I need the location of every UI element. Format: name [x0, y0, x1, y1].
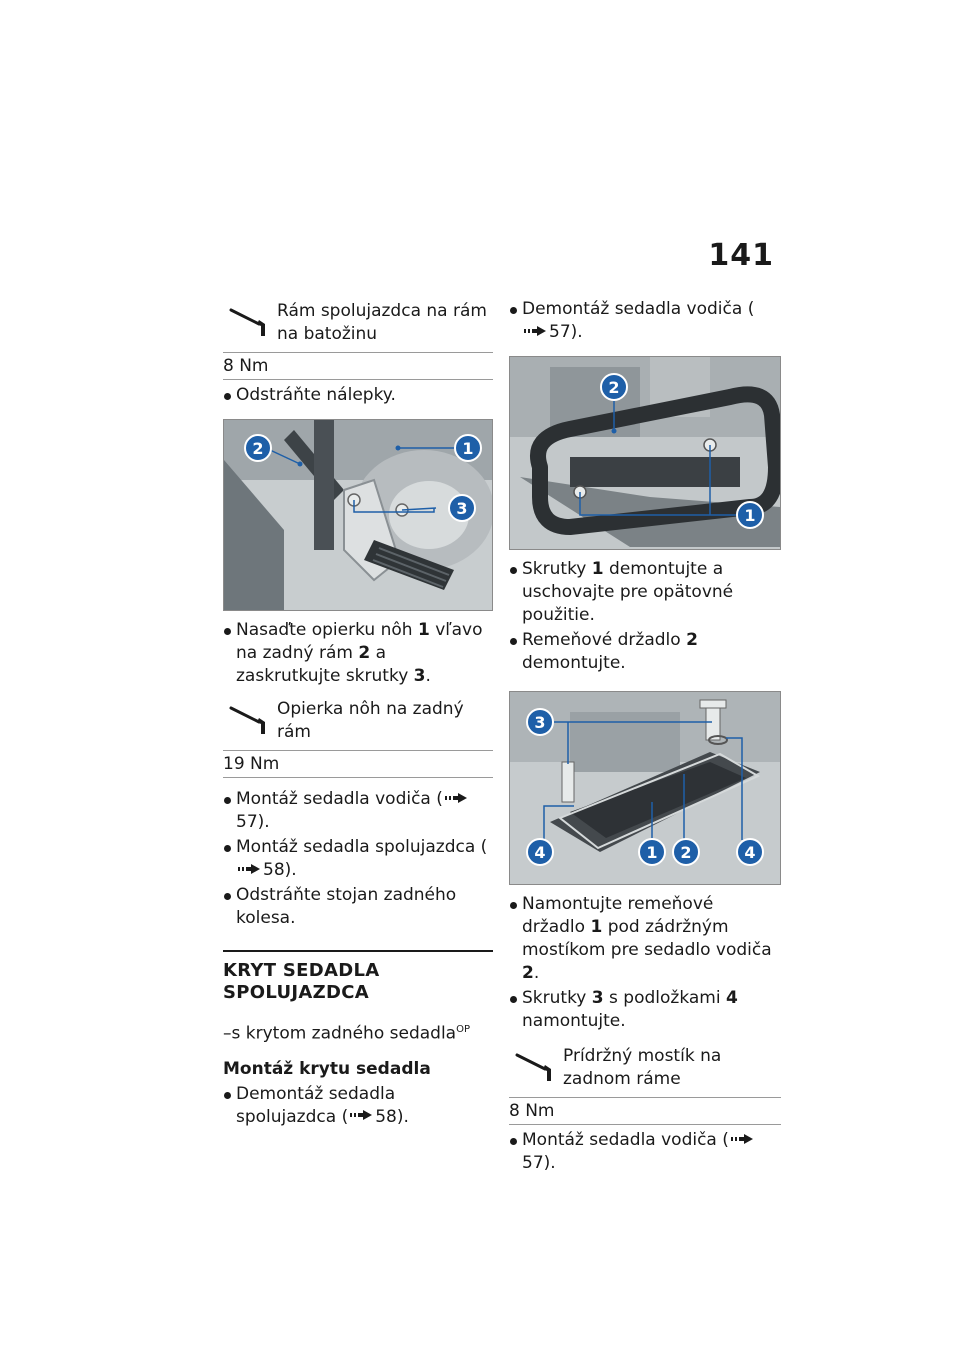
section-title: KRYT SEDADLA SPOLUJAZDCA — [223, 950, 493, 1004]
callout-2 — [673, 839, 699, 865]
torque-wrench-icon — [223, 698, 277, 738]
svg-text:2: 2 — [680, 843, 692, 862]
step-remove-wheel-stand: Odstráňte stojan zadného kolesa. — [223, 884, 493, 930]
figure-strap-handle — [509, 356, 781, 550]
page-reference-arrow-icon — [524, 326, 546, 336]
callout-1 — [455, 435, 481, 461]
callout-3 — [527, 709, 553, 735]
svg-text:2: 2 — [608, 378, 620, 397]
svg-text:1: 1 — [646, 843, 658, 862]
torque-spec-2 — [223, 694, 493, 778]
torque-title: Prídržný mostík na zadnom ráme — [563, 1046, 722, 1089]
callout-4-right — [737, 839, 763, 865]
callout-1 — [639, 839, 665, 865]
callout-2 — [601, 374, 627, 400]
torque-value: 19 Nm — [223, 750, 493, 777]
option-marker: OP — [456, 1024, 470, 1035]
callout-1 — [737, 502, 763, 528]
step-dismount-passenger-seat: Demontáž sedadla spolujazdca ( 58). — [223, 1083, 493, 1129]
step-mount-rider-seat: Montáž sedadla vodiča (57). — [223, 788, 493, 834]
torque-wrench-icon — [509, 1045, 563, 1085]
torque-spec-3 — [509, 1041, 781, 1125]
callout-3 — [449, 495, 475, 521]
subsection-heading: Montáž krytu sedadla — [223, 1058, 431, 1079]
svg-text:2: 2 — [252, 439, 264, 458]
torque-wrench-icon — [223, 300, 277, 340]
step-install-screws-washers: Skrutky 3 s podložkami 4 namontujte. — [509, 987, 781, 1033]
step-dismount-rider-seat: Demontáž sedadla vodiča (57). — [509, 298, 781, 344]
callout-4-left — [527, 839, 553, 865]
step-mount-rider-seat-2: Montáž sedadla vodiča (57). — [509, 1129, 781, 1175]
svg-text:1: 1 — [744, 506, 756, 525]
figure-strap-mounting — [509, 691, 781, 885]
page-reference-arrow-icon — [238, 864, 260, 874]
left-column — [223, 296, 493, 1131]
page-reference-arrow-icon — [445, 793, 467, 803]
torque-value: 8 Nm — [509, 1097, 781, 1124]
step-remove-strap-handle: Remeňové držadlo 2 demontujte. — [509, 629, 781, 675]
svg-text:4: 4 — [534, 843, 546, 862]
callout-2 — [245, 435, 271, 461]
page-reference-arrow-icon — [731, 1134, 753, 1144]
figure-footrest — [223, 419, 493, 611]
condition-note: –s krytom zadného sedadla$^{OP}$ — [223, 1023, 470, 1044]
right-column — [509, 296, 781, 1177]
step-remove-screws: Skrutky 1 demontujte a uschovajte pre opätovné použitie. — [509, 558, 781, 627]
step-mount-strap-handle: Namontujte remeňové držadlo 1 pod zádržným mostíkom pre sedadlo vodiča 2. — [509, 893, 781, 985]
svg-text:3: 3 — [534, 713, 546, 732]
step-mount-passenger-seat: Montáž sedadla spolujazdca (58). — [223, 836, 493, 882]
torque-value: 8 Nm — [223, 352, 493, 379]
step-install-footrest: Nasaďte opierku nôh 1 vľavo na zadný rám 2 a zaskrutkujte skrutky 3. — [223, 619, 493, 688]
svg-text:4: 4 — [744, 843, 756, 862]
torque-spec-1 — [223, 296, 493, 380]
page-number: 141 — [708, 238, 774, 273]
page-reference-arrow-icon — [350, 1110, 372, 1120]
svg-text:1: 1 — [462, 439, 474, 458]
svg-text:3: 3 — [456, 499, 468, 518]
torque-title: Rám spolujazdca na rám na batožinu — [277, 301, 487, 344]
torque-title: Opierka nôh na zadný rám — [277, 699, 464, 742]
step-remove-stickers: Odstráňte nálepky. — [223, 384, 493, 407]
